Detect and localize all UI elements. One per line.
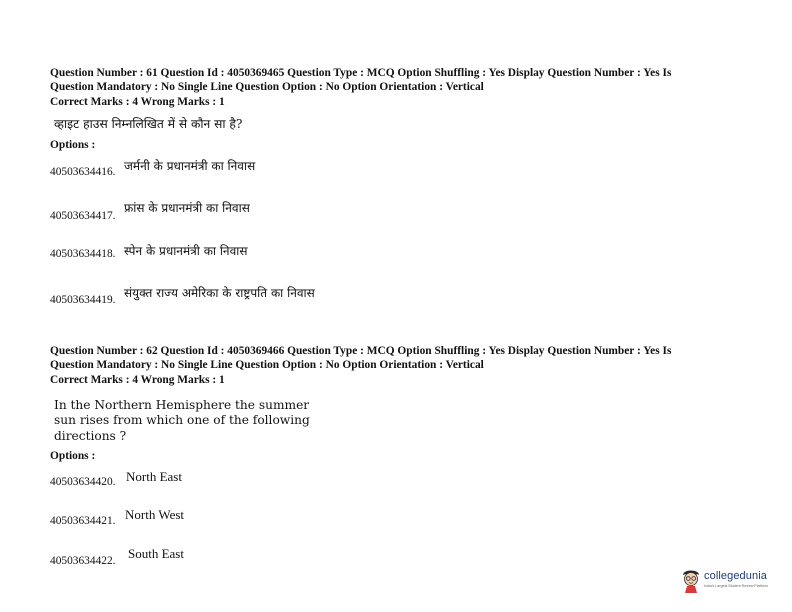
q62-options-label: Options : (50, 450, 96, 462)
q61-meta-line1: Question Number : 61 Question Id : 4050369465 Question Type : MCQ Option Shuffling : Yes Display Question Number : Yes Is (50, 67, 672, 79)
q62-meta-line2: Question Mandatory : No Single Line Question Option : No Option Orientation : Vertical (50, 359, 484, 371)
collegedunia-logo (680, 566, 780, 596)
brand-name: collegedunia (704, 570, 767, 582)
q62-marks: Correct Marks : 4 Wrong Marks : 1 (50, 374, 225, 386)
q61-option-id: 40503634418. (50, 248, 116, 260)
q62-option-id: 40503634420. (50, 476, 116, 488)
q62-option-text[interactable]: North East (126, 469, 182, 484)
q61-meta-line2: Question Mandatory : No Single Line Question Option : No Option Orientation : Vertical (50, 81, 484, 93)
q61-option-id: 40503634417. (50, 210, 116, 222)
q61-option-id: 40503634416. (50, 166, 116, 178)
q62-question-text: In the Northern Hemisphere the summer (54, 398, 310, 412)
q61-option-text[interactable]: संयुक्त राज्य अमेरिका के राष्ट्रपति का निवास (124, 286, 315, 300)
q62-question-text: directions ? (54, 429, 127, 443)
q62-option-id: 40503634421. (50, 515, 116, 527)
q61-marks: Correct Marks : 4 Wrong Marks : 1 (50, 96, 225, 108)
brand-tagline: India's Largest Student Review Platform (704, 584, 768, 588)
q62-question-text: sun rises from which one of the following (54, 413, 310, 427)
student-mascot-icon (680, 566, 702, 594)
q61-option-text[interactable]: फ्रांस के प्रधानमंत्री का निवास (124, 201, 250, 215)
q61-option-id: 40503634419. (50, 294, 116, 306)
q61-option-text[interactable]: जर्मनी के प्रधानमंत्री का निवास (124, 159, 256, 173)
q61-option-text[interactable]: स्पेन के प्रधानमंत्री का निवास (124, 244, 248, 258)
q62-meta-line1: Question Number : 62 Question Id : 4050369466 Question Type : MCQ Option Shuffling : Yes Display Question Number : Yes Is (50, 345, 672, 357)
q62-option-text[interactable]: North West (125, 507, 185, 522)
q62-option-id: 40503634422. (50, 555, 116, 567)
q61-options-label: Options : (50, 139, 96, 151)
q61-question-text: व्हाइट हाउस निम्नलिखित में से कौन सा है? (54, 117, 243, 131)
q62-option-text[interactable]: South East (128, 546, 184, 561)
